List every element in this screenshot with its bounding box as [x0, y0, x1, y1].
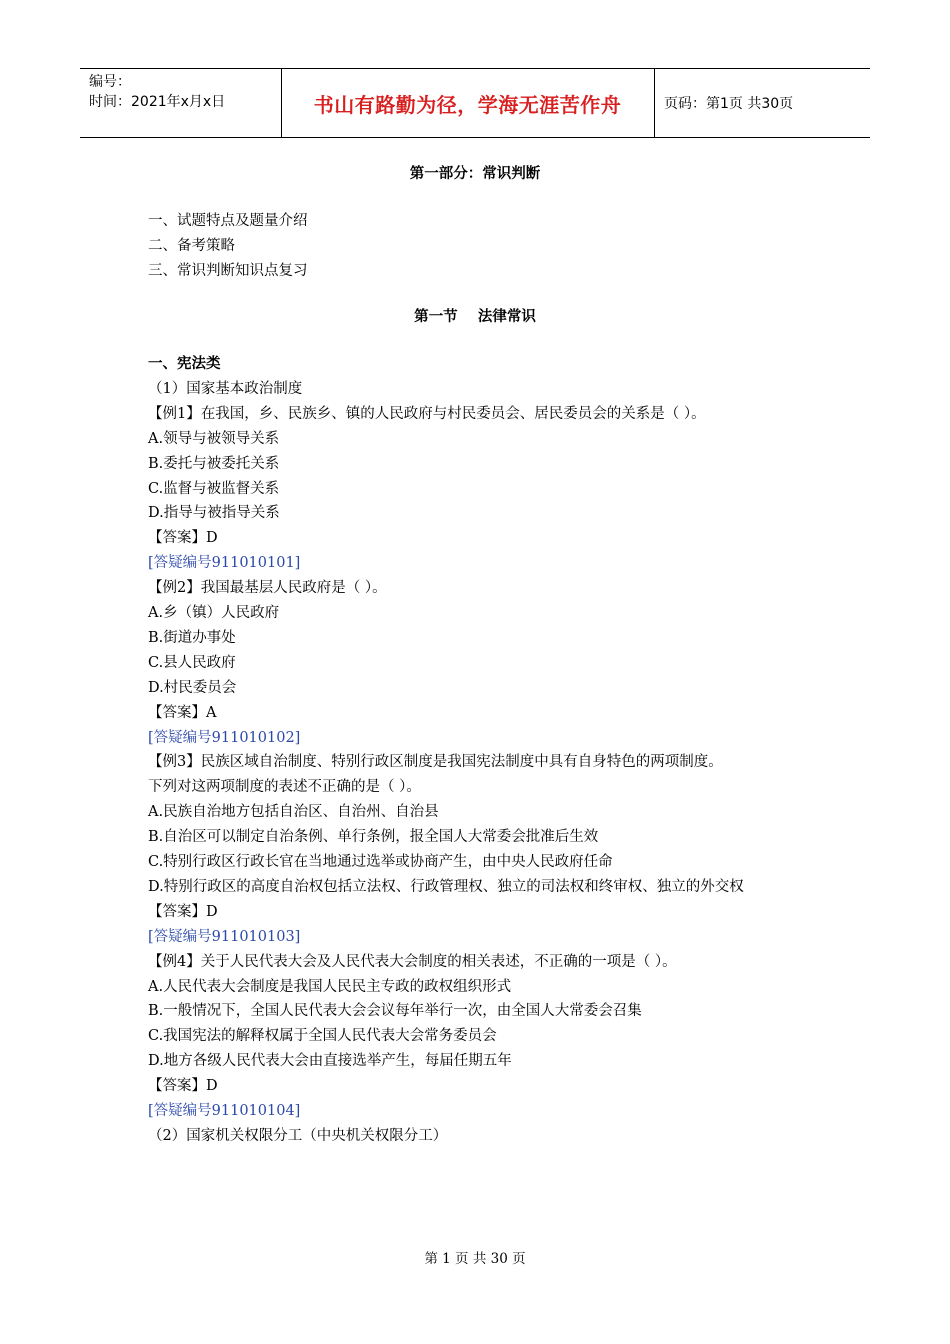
motto: 书山有路勤为径，学海无涯苦作舟	[313, 92, 622, 117]
content-line: D.特别行政区的高度自治权包括立法权、行政管理权、独立的司法权和终审权、独立的外交权	[148, 878, 744, 895]
content-line: A.人民代表大会制度是我国人民民主专政的政权组织形式	[148, 978, 512, 995]
content-line: （2）国家机关权限分工（中央机关权限分工）	[148, 1127, 448, 1144]
content-line: 【答案】D	[148, 530, 218, 547]
page-info: 页码：第1页 共30页	[664, 96, 794, 112]
content-line: 【答案】D	[148, 903, 218, 920]
toc-item: 二、备考策略	[148, 238, 235, 254]
content-line: B.自治区可以制定自治条例、单行条例，报全国人大常委会批准后生效	[148, 829, 599, 846]
content-line: （1）国家基本政治制度	[148, 380, 303, 397]
content-line: A.民族自治地方包括自治区、自治州、自治县	[148, 804, 439, 821]
content-line: C.县人民政府	[148, 654, 236, 671]
section-heading: 一、宪法类	[148, 356, 221, 372]
qa-reference-link[interactable]: [答疑编号911010103]	[148, 928, 301, 945]
page-footer: 第 1 页 共 30 页	[424, 1251, 526, 1267]
header-left-cell	[89, 72, 225, 112]
content-line: A.乡（镇）人民政府	[148, 605, 280, 621]
content-line: B.街道办事处	[148, 629, 236, 646]
section-title: 第一节 法律常识	[414, 309, 536, 325]
content-line: 【答案】A	[148, 704, 217, 721]
header-table	[80, 68, 870, 138]
content-line: 【例3】民族区域自治制度、特别行政区制度是我国宪法制度中具有自身特色的两项制度。	[148, 754, 723, 771]
header-divider	[654, 69, 655, 137]
content-line: A.领导与被领导关系	[148, 430, 280, 447]
content-line: B.委托与被委托关系	[148, 455, 280, 472]
content-line: C.特别行政区行政长官在当地通过选举或协商产生，由中央人民政府任命	[148, 854, 613, 870]
toc-item: 三、常识判断知识点复习	[148, 263, 308, 279]
content-line: 【例2】我国最基层人民政府是（ ）。	[148, 580, 387, 597]
number-label: 编号：	[89, 74, 131, 90]
content-line: 【答案】D	[148, 1078, 218, 1095]
content-line: B.一般情况下，全国人民代表大会会议每年举行一次，由全国人大常委会召集	[148, 1003, 642, 1020]
qa-reference-link[interactable]: [答疑编号911010104]	[148, 1103, 301, 1119]
content-line: 【例4】关于人民代表大会及人民代表大会制度的相关表述，不正确的一项是（ ）。	[148, 953, 677, 970]
content-line: D.地方各级人民代表大会由直接选举产生，每届任期五年	[148, 1053, 512, 1070]
qa-reference-link[interactable]: [答疑编号911010102]	[148, 729, 301, 746]
content-line: C.监督与被监督关系	[148, 480, 280, 497]
content-line: 下列对这两项制度的表述不正确的是（ ）。	[148, 779, 421, 796]
content-line: D.指导与被指导关系	[148, 505, 280, 522]
qa-reference-link[interactable]: [答疑编号911010101]	[148, 555, 301, 572]
content-line: D.村民委员会	[148, 679, 237, 696]
toc-item: 一、试题特点及题量介绍	[148, 213, 308, 229]
time-label: 时间：2021年x月x日	[89, 94, 226, 110]
content-line: 【例1】在我国，乡、民族乡、镇的人民政府与村民委员会、居民委员会的关系是（ ）。	[148, 405, 706, 422]
content-line: C.我国宪法的解释权属于全国人民代表大会常务委员会	[148, 1028, 497, 1045]
part-title: 第一部分：常识判断	[409, 166, 541, 182]
